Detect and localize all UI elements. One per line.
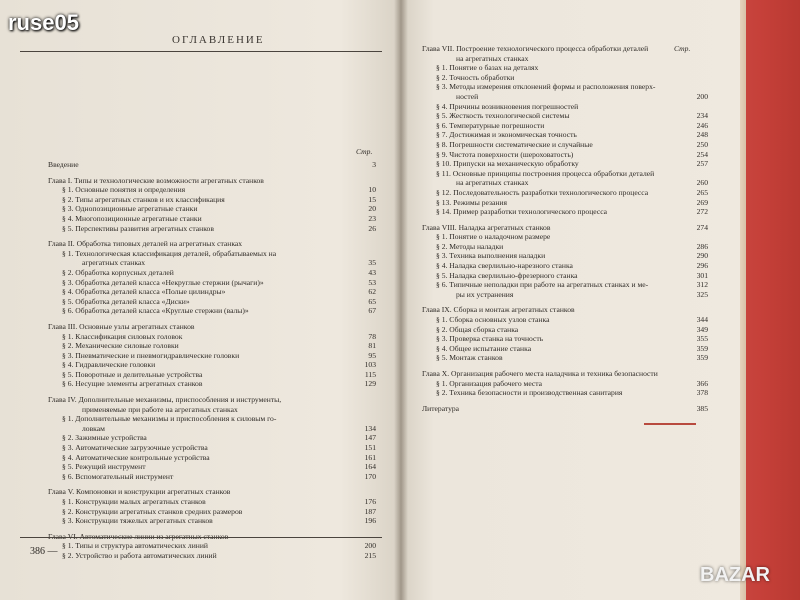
toc-entry-title: § 2. Обработка корпусных деталей: [62, 267, 174, 277]
toc-entry-title: § 3. Конструкции тяжелых агрегатных станков: [62, 516, 213, 526]
toc-entry-title: Глава IV. Дополнительные механизмы, приспособления и инструменты,: [48, 395, 282, 405]
toc-entry-title: § 3. Техника выполнения наладки: [436, 251, 546, 261]
toc-entry-title: применяемые при работе на агрегатных станках: [82, 404, 238, 414]
toc-entry-title: § 4. Обработка деталей класса «Полые цилиндры»: [62, 287, 226, 297]
watermark-text: ruse05: [8, 10, 79, 35]
toc-entry: [422, 121, 708, 131]
toc-entry: [422, 232, 708, 242]
toc-entry: [422, 207, 708, 217]
toc-entry: [48, 370, 376, 380]
toc-entry-title: § 1. Понятие о наладочном размере: [436, 232, 551, 242]
toc-entry: [48, 224, 376, 234]
toc-entry-title: ры их устранения: [456, 289, 514, 299]
toc-chapter-line: [422, 305, 708, 315]
toc-chapter-line: [48, 395, 376, 405]
toc-entry-page: 272: [696, 207, 708, 217]
toc-entry-page: 325: [696, 289, 708, 299]
toc-entry-title: § 13. Режимы резания: [436, 197, 507, 207]
toc-left-column: [48, 154, 376, 561]
toc-entry-page: 344: [696, 315, 708, 325]
red-thread: [644, 423, 696, 425]
toc-entry-title: § 5. Режущий инструмент: [62, 462, 146, 472]
toc-entry-title: § 6. Температурные погрешности: [436, 120, 545, 130]
toc-entry-title: § 5. Поворотные и делительные устройства: [62, 369, 203, 379]
toc-entry-page: 170: [364, 471, 376, 481]
toc-entry-page: 187: [364, 506, 376, 516]
toc-entry: [48, 405, 376, 415]
toc-entry-page: 366: [696, 378, 708, 388]
toc-entry: [422, 169, 708, 179]
bazar-logo: BAZAR: [700, 564, 770, 586]
toc-entry-page: 10: [368, 185, 376, 195]
toc-entry: [422, 63, 708, 73]
toc-entry-title: § 12. Последовательность разработки технологического процесса: [436, 187, 649, 197]
toc-entry: [48, 443, 376, 453]
footer-rule: [20, 537, 382, 538]
toc-entry-title: § 10. Припуски на механическую обработку: [436, 159, 579, 169]
toc-entry: [422, 111, 708, 121]
toc-entry-title: § 4. Причины возникновения погрешностей: [436, 101, 579, 111]
book-cover: [738, 0, 800, 600]
toc-entry-page: 301: [696, 270, 708, 280]
toc-entry-title: § 6. Вспомогательный инструмент: [62, 471, 174, 481]
toc-entry-title: Глава V. Компоновки и конструкции агрегатных станков: [48, 487, 231, 497]
toc-entry: [48, 214, 376, 224]
toc-entry-title: Глава VIII. Наладка агрегатных станков: [422, 222, 551, 232]
toc-entry-page: 23: [368, 213, 376, 223]
toc-entry-title: § 5. Перспективы развития агрегатных станков: [62, 223, 214, 233]
toc-entry-title: § 1. Понятие о базах на деталях: [436, 63, 539, 73]
toc-entry: [48, 507, 376, 517]
toc-entry-title: ностей: [456, 91, 479, 101]
toc-entry-title: § 3. Пневматические и пневмогидравлические головки: [62, 350, 240, 360]
toc-entry-title: § 2. Механические силовые головки: [62, 341, 179, 351]
right-page: [400, 0, 740, 600]
toc-entry-page: 81: [368, 341, 376, 351]
page-number: 386 —: [30, 546, 58, 557]
toc-entry-title: § 5. Монтаж станков: [436, 353, 503, 363]
toc-entry-title: на агрегатных станках: [456, 53, 529, 63]
toc-entry-title: § 3. Проверка станка на точность: [436, 334, 544, 344]
toc-entry-page: 296: [696, 261, 708, 271]
toc-entry-title: § 14. Пример разработки технологического процесса: [436, 207, 608, 217]
toc-entry: [48, 268, 376, 278]
toc-entry-title: § 1. Конструкции малых агрегатных станков: [62, 497, 206, 506]
toc-entry-page: 65: [368, 296, 376, 306]
toc-entry-page: 257: [696, 159, 708, 169]
page-column-label: Стр.: [356, 147, 373, 156]
toc-entry: [48, 204, 376, 214]
toc-entry-title: § 1. Типы и структура автоматических линий: [62, 541, 208, 551]
toc-entry-title: § 1. Классификация силовых головок: [62, 331, 183, 341]
toc-chapter-line: [48, 239, 376, 249]
toc-entry: [422, 188, 708, 198]
toc-entry: [422, 344, 708, 354]
toc-entry: [48, 541, 376, 551]
toc-entry-title: § 3. Однопозиционные агрегатные станки: [62, 204, 198, 214]
toc-entry-title: § 6. Несущие элементы агрегатных станков: [62, 379, 203, 389]
toc-entry-page: 35: [368, 258, 376, 268]
toc-entry: [48, 424, 376, 434]
toc-entry: [422, 150, 708, 160]
toc-entry: [422, 198, 708, 208]
header-rule: [20, 51, 382, 52]
toc-entry-title: § 4. Наладка сверлильно-нарезного станка: [436, 261, 573, 271]
toc-chapter-line: [422, 44, 708, 54]
toc-entry-title: Литература: [422, 403, 460, 413]
toc-entry-title: § 11. Основные принципы построения процесса обработки деталей: [436, 168, 655, 178]
toc-entry: [422, 290, 708, 300]
toc-entry: [422, 388, 708, 398]
toc-entry-page: 95: [368, 350, 376, 360]
toc-entry-page: 78: [368, 331, 376, 341]
toc-entry-title: § 6. Типичные неполадки при работе на агрегатных станках и ме-: [436, 280, 649, 290]
toc-entry: [422, 92, 708, 102]
toc-entry: [422, 102, 708, 112]
toc-entry: [422, 379, 708, 389]
toc-entry-page: 260: [696, 178, 708, 188]
toc-entry-title: § 2. Типы агрегатных станков и их классификация: [62, 194, 225, 204]
toc-entry-page: 246: [696, 120, 708, 130]
toc-entry: [422, 315, 708, 325]
toc-entry-title: § 3. Обработка деталей класса «Некруглые стержни (рычаги)»: [62, 277, 264, 287]
toc-entry-page: 359: [696, 343, 708, 353]
toc-entry-title: Глава IX. Сборка и монтаж агрегатных станков: [422, 305, 575, 315]
toc-entry-page: 200: [364, 541, 376, 551]
toc-entry: [48, 332, 376, 342]
toc-chapter-line: [48, 487, 376, 497]
toc-entry: [422, 353, 708, 363]
toc-entry: [422, 140, 708, 150]
toc-entry: [48, 287, 376, 297]
toc-entry: [48, 258, 376, 268]
toc-entry-page: 349: [696, 324, 708, 334]
toc-entry-page: 286: [696, 241, 708, 251]
toc-entry-page: 250: [696, 139, 708, 149]
toc-chapter-line: [48, 176, 376, 186]
toc-entry: [48, 195, 376, 205]
toc-entry-page: 248: [696, 130, 708, 140]
toc-entry-page: 103: [364, 360, 376, 370]
toc-entry-page: 385: [696, 403, 708, 413]
toc-entry-page: 115: [364, 369, 376, 379]
toc-entry-page: 161: [364, 452, 376, 462]
toc-entry-title: § 4. Автоматические контрольные устройства: [62, 452, 210, 462]
toc-entry-page: 378: [696, 388, 708, 398]
toc-entry: [48, 341, 376, 351]
toc-entry: [422, 271, 708, 281]
toc-entry-title: § 7. Достижимая и экономическая точность: [436, 130, 577, 140]
toc-entry: [422, 73, 708, 83]
toc-entry: [48, 414, 376, 424]
toc-entry-title: Глава III. Основные узлы агрегатных станков: [48, 321, 195, 331]
toc-entry-title: Глава VII. Построение технологического процесса обработки деталей: [422, 44, 649, 53]
toc-entry-title: § 5. Обработка деталей класса «Диски»: [62, 296, 190, 306]
toc-entry-page: 164: [364, 462, 376, 472]
toc-entry-title: Введение: [48, 160, 79, 169]
toc-entry-title: § 2. Техника безопасности и производственная санитария: [436, 388, 623, 398]
toc-entry-page: 15: [368, 194, 376, 204]
toc-entry: [422, 159, 708, 169]
toc-entry: [48, 306, 376, 316]
toc-entry-title: ловкам: [82, 423, 105, 433]
toc-entry-title: § 1. Дополнительные механизмы и приспособления к силовым го-: [62, 414, 277, 424]
page-column-label: Стр.: [674, 44, 691, 53]
toc-entry-title: § 9. Чистота поверхности (шероховатость): [436, 149, 574, 159]
toc-entry-title: § 4. Многопозиционные агрегатные станки: [62, 213, 202, 223]
toc-entry-page: 215: [364, 550, 376, 560]
toc-entry: [48, 185, 376, 195]
toc-entry-page: 53: [368, 277, 376, 287]
toc-entry-title: § 2. Зажимные устройства: [62, 433, 147, 443]
toc-entry: [422, 82, 708, 92]
toc-entry: [48, 497, 376, 507]
toc-entry: [422, 251, 708, 261]
toc-entry-page: 355: [696, 334, 708, 344]
toc-entry: [422, 54, 708, 64]
toc-entry-page: 269: [696, 197, 708, 207]
toc-entry-title: § 2. Методы наладки: [436, 241, 504, 251]
toc-entry: [48, 360, 376, 370]
page-title: ОГЛАВЛЕНИЕ: [172, 34, 265, 46]
toc-entry-title: агрегатных станках: [82, 258, 146, 268]
toc-entry-title: § 4. Общее испытание станка: [436, 343, 532, 353]
toc-chapter-line: [48, 322, 376, 332]
toc-entry-title: на агрегатных станках: [456, 178, 529, 188]
toc-entry-title: § 5. Наладка сверлильно-фрезерного станка: [436, 270, 578, 280]
toc-entry-page: 290: [696, 251, 708, 261]
toc-entry: [422, 325, 708, 335]
toc-entry-page: 359: [696, 353, 708, 363]
toc-entry: [48, 379, 376, 389]
toc-entry-page: 265: [696, 187, 708, 197]
toc-entry: [422, 404, 708, 414]
toc-entry-page: 43: [368, 267, 376, 277]
toc-entry-page: 20: [368, 204, 376, 214]
toc-entry: [48, 472, 376, 482]
toc-entry-page: 254: [696, 149, 708, 159]
toc-entry: [48, 433, 376, 443]
toc-entry: [48, 297, 376, 307]
toc-entry-page: 196: [364, 516, 376, 526]
toc-entry: [48, 351, 376, 361]
toc-right-column: [422, 44, 708, 413]
book-gutter: [394, 0, 408, 600]
toc-entry-title: § 1. Организация рабочего места: [436, 378, 543, 388]
toc-entry-title: § 1. Сборка основных узлов станка: [436, 315, 550, 325]
toc-entry-page: 147: [364, 433, 376, 443]
toc-entry-page: 67: [368, 306, 376, 316]
toc-entry-title: § 1. Основные понятия и определения: [62, 185, 186, 195]
toc-entry-page: 274: [696, 222, 708, 232]
toc-entry-title: § 1. Технологическая классификация деталей, обрабатываемых на: [62, 248, 277, 258]
toc-entry-page: 134: [364, 423, 376, 433]
toc-entry: [422, 130, 708, 140]
toc-entry: [422, 280, 708, 290]
toc-entry: [422, 334, 708, 344]
toc-entry: [48, 462, 376, 472]
toc-entry-title: § 3. Автоматические загрузочные устройства: [62, 443, 208, 453]
toc-entry-page: 129: [364, 379, 376, 389]
toc-entry-title: § 3. Методы измерения отклонений формы и расположения поверх-: [436, 82, 656, 92]
toc-entry-page: 312: [696, 280, 708, 290]
toc-entry-page: 200: [696, 91, 708, 101]
toc-entry-page: 26: [368, 223, 376, 233]
toc-entry-page: 176: [364, 497, 376, 506]
toc-entry: [48, 453, 376, 463]
toc-entry: [48, 551, 376, 561]
toc-entry-title: § 8. Погрешности систематические и случайные: [436, 139, 593, 149]
toc-entry: [48, 278, 376, 288]
toc-entry-page: 3: [372, 160, 376, 169]
toc-entry-title: § 2. Общая сборка станка: [436, 324, 519, 334]
toc-entry-title: § 5. Жесткость технологической системы: [436, 111, 570, 121]
toc-entry-title: Глава II. Обработка типовых деталей на агрегатных станках: [48, 239, 243, 249]
toc-entry: [422, 261, 708, 271]
toc-entry-title: § 2. Конструкции агрегатных станков средних размеров: [62, 506, 243, 516]
toc-entry-page: 151: [364, 443, 376, 453]
toc-entry-title: § 4. Гидравлические головки: [62, 360, 156, 370]
toc-entry: [48, 160, 376, 170]
toc-entry: [422, 178, 708, 188]
toc-entry-title: § 2. Устройство и работа автоматических линий: [62, 550, 217, 560]
toc-entry-title: § 2. Точность обработки: [436, 72, 515, 82]
toc-entry-page: 234: [696, 111, 708, 121]
toc-entry-title: Глава X. Организация рабочего места наладчика и техника безопасности: [422, 369, 658, 378]
toc-entry-page: 62: [368, 287, 376, 297]
toc-entry: [48, 249, 376, 259]
toc-entry: [48, 516, 376, 526]
toc-entry: [422, 242, 708, 252]
toc-entry-title: Глава I. Типы и технологические возможности агрегатных станков: [48, 175, 264, 185]
toc-chapter-line: [422, 369, 708, 379]
toc-entry-title: § 6. Обработка деталей класса «Круглые стержни (валы)»: [62, 306, 249, 316]
toc-chapter-line: [422, 223, 708, 233]
